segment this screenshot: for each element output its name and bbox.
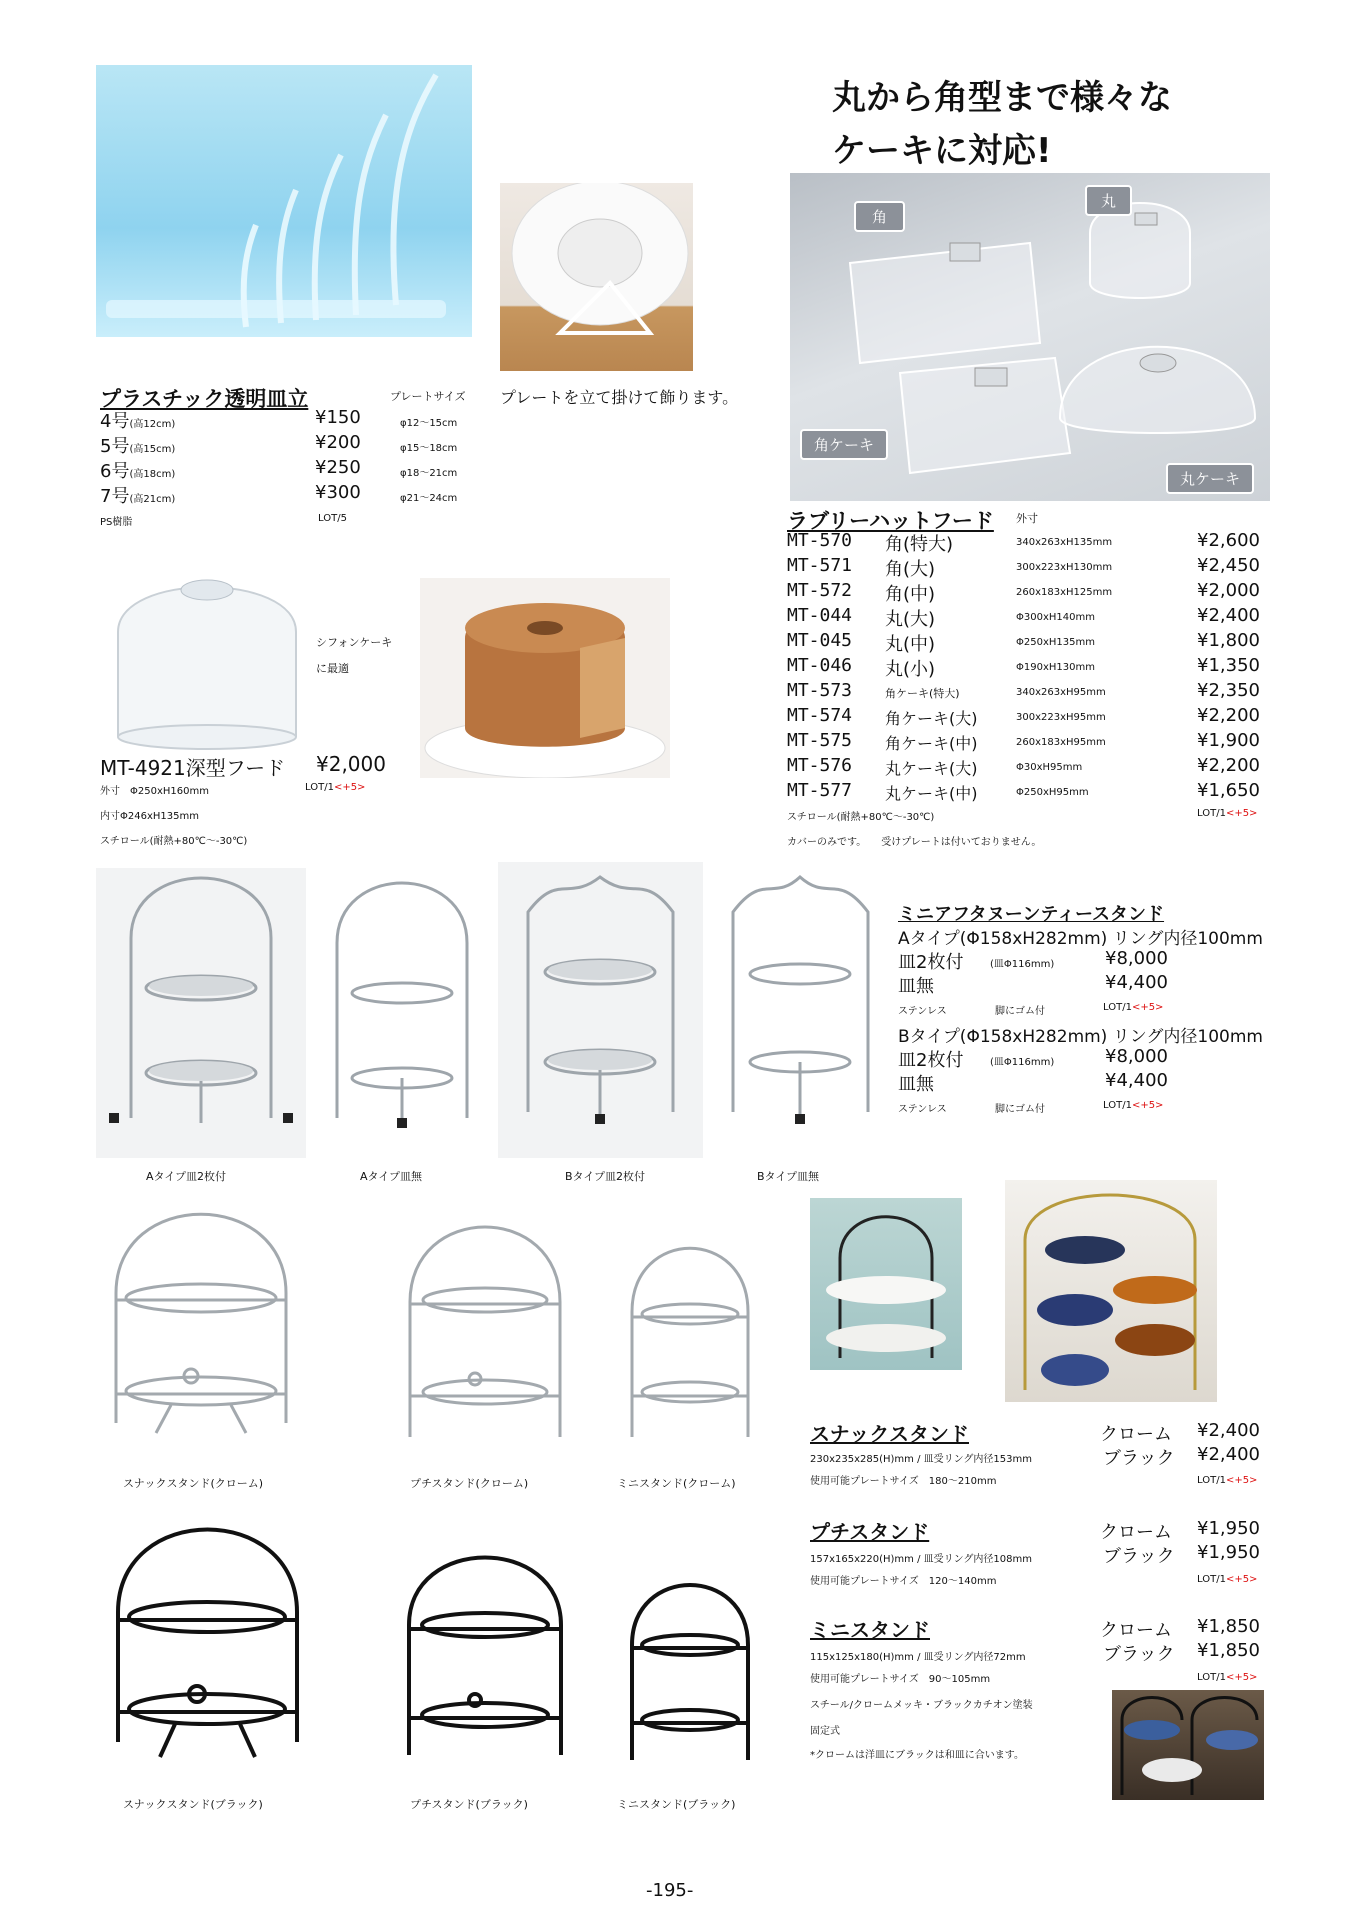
mini-stand-black: ブラック <box>1103 1644 1175 1665</box>
hat-name: 丸(小) <box>885 659 936 680</box>
plate-stand-row: 5号(高15cm) <box>100 436 176 457</box>
tea-b-no-plates: 皿無 <box>898 1074 934 1095</box>
tea-a-foot: 脚にゴム付 <box>995 1006 1045 1017</box>
snack-stand-lot: LOT/1<+5> <box>1197 1475 1258 1486</box>
hat-code: MT-572 <box>787 580 853 601</box>
tea-a-with-price: ¥8,000 <box>1105 948 1168 969</box>
deep-hood-outer: 外寸 Φ250xH160mm <box>100 786 209 797</box>
deep-hood-side-caption-2: に最適 <box>316 662 349 675</box>
plate-stand-size-header: プレートサイズ <box>390 390 466 403</box>
tea-b-with-price: ¥8,000 <box>1105 1046 1168 1067</box>
petit-stand-plate: 使用可能プレートサイズ 120～140mm <box>810 1576 997 1587</box>
hat-size: Φ250xH135mm <box>1016 637 1095 648</box>
tea-b-material: ステンレス <box>898 1104 947 1115</box>
plate-stand-price: ¥300 <box>315 482 361 503</box>
chrome-caption-2: プチスタンド(クローム) <box>410 1477 529 1490</box>
mini-stand-chrome-photo <box>620 1232 760 1452</box>
tea-a-no-plates: 皿無 <box>898 976 934 997</box>
snack-stand-chrome: クローム <box>1100 1424 1172 1445</box>
deep-hood-model: MT-4921深型フード <box>100 756 286 780</box>
hat-hood-photo <box>790 173 1270 501</box>
chrome-caption-1: スナックスタンド(クローム) <box>123 1477 264 1490</box>
hat-size: Φ300xH140mm <box>1016 612 1095 623</box>
chrome-caption-3: ミニスタンド(クローム) <box>617 1477 736 1490</box>
hat-hood-headline-2: ケーキに対応! <box>832 131 1052 171</box>
tea-caption-1: Aタイプ皿2枚付 <box>146 1170 226 1183</box>
hat-code: MT-573 <box>787 680 853 701</box>
black-stand-bowls-photo <box>1112 1690 1264 1800</box>
hat-code: MT-571 <box>787 555 853 576</box>
plate-stand-material: PS樹脂 <box>100 517 133 528</box>
tea-title: ミニアフタヌーンティースタンド <box>898 904 1165 925</box>
hat-name: 角ケーキ(特大) <box>885 687 960 700</box>
petit-stand-chrome-photo <box>395 1212 575 1452</box>
deep-hood-inner: 内寸Φ246xH135mm <box>100 811 199 822</box>
tea-b-with-plates: 皿2枚付 <box>898 1050 964 1071</box>
hat-hood-title: ラブリーハットフード <box>787 509 994 533</box>
tea-a-type: Aタイプ(Φ158xH282mm) リング内径100mm <box>898 929 1263 949</box>
hat-code: MT-570 <box>787 530 853 551</box>
petit-stand-black: ブラック <box>1103 1546 1175 1567</box>
deep-hood-price: ¥2,000 <box>316 752 386 776</box>
hat-name: 丸(大) <box>885 609 936 630</box>
tea-b-plate-size: (皿Φ116mm) <box>990 1057 1055 1068</box>
deep-hood-material: スチロール(耐熱+80℃～-30℃) <box>100 836 248 847</box>
hat-price: ¥1,350 <box>1197 655 1260 676</box>
mini-stand-black-price: ¥1,850 <box>1197 1640 1260 1661</box>
label-maru-cake: 丸ケーキ <box>1166 463 1254 494</box>
snack-stand-black-price: ¥2,400 <box>1197 1444 1260 1465</box>
hat-price: ¥2,200 <box>1197 755 1260 776</box>
hat-size: Φ190xH130mm <box>1016 662 1095 673</box>
hat-size: 260x183xH125mm <box>1016 587 1113 598</box>
snack-stand-plate: 使用可能プレートサイズ 180～210mm <box>810 1476 997 1487</box>
hat-price: ¥1,650 <box>1197 780 1260 801</box>
hat-size: 300x223xH95mm <box>1016 712 1106 723</box>
hat-name: 角ケーキ(大) <box>885 709 978 728</box>
mini-stand-chrome: クローム <box>1100 1620 1172 1641</box>
petit-stand-black-photo <box>395 1540 575 1772</box>
plate-stand-row: 4号(高12cm) <box>100 411 176 432</box>
hat-code: MT-576 <box>787 755 853 776</box>
tea-stand-b-plates-photo <box>498 862 703 1158</box>
mini-stand-title: ミニスタンド <box>810 1618 930 1642</box>
hat-code: MT-044 <box>787 605 853 626</box>
hat-code: MT-046 <box>787 655 853 676</box>
hat-name: 丸ケーキ(大) <box>885 759 978 778</box>
tea-b-lot: LOT/1<+5> <box>1103 1100 1164 1111</box>
petit-stand-black-price: ¥1,950 <box>1197 1542 1260 1563</box>
mini-stand-chrome-price: ¥1,850 <box>1197 1616 1260 1637</box>
hat-price: ¥2,000 <box>1197 580 1260 601</box>
mini-stand-black-photo <box>620 1570 760 1772</box>
hat-code: MT-045 <box>787 630 853 651</box>
hat-price: ¥2,400 <box>1197 605 1260 626</box>
stands-note-1: スチール/クロームメッキ・ブラックカチオン塗装 <box>810 1700 1033 1711</box>
plate-stand-size: φ15～18cm <box>400 443 458 454</box>
label-kaku: 角 <box>854 201 905 232</box>
hat-price: ¥1,900 <box>1197 730 1260 751</box>
hat-size: 340x263xH95mm <box>1016 687 1106 698</box>
snack-stand-chrome-price: ¥2,400 <box>1197 1420 1260 1441</box>
page-number: -195- <box>646 1880 694 1901</box>
hat-size: 260x183xH95mm <box>1016 737 1106 748</box>
plate-stand-lot: LOT/5 <box>318 513 347 524</box>
tea-a-lot: LOT/1<+5> <box>1103 1002 1164 1013</box>
hat-name: 丸(中) <box>885 634 936 655</box>
hat-price: ¥2,450 <box>1197 555 1260 576</box>
black-caption-1: スナックスタンド(ブラック) <box>123 1798 263 1811</box>
mini-stand-lot: LOT/1<+5> <box>1197 1672 1258 1683</box>
hat-price: ¥2,600 <box>1197 530 1260 551</box>
hat-code: MT-575 <box>787 730 853 751</box>
snack-stand-title: スナックスタンド <box>810 1422 969 1446</box>
tea-stand-a-bare-photo <box>312 868 492 1158</box>
hat-code: MT-577 <box>787 780 853 801</box>
hat-code: MT-574 <box>787 705 853 726</box>
hat-name: 角(特大) <box>885 534 954 555</box>
tea-stand-a-plates-photo <box>96 868 306 1158</box>
tea-caption-2: Aタイプ皿無 <box>360 1170 422 1183</box>
hat-size: 300x223xH130mm <box>1016 562 1113 573</box>
label-maru: 丸 <box>1085 185 1132 216</box>
tea-b-no-price: ¥4,400 <box>1105 1070 1168 1091</box>
petit-stand-title: プチスタンド <box>810 1520 930 1544</box>
plate-stand-row: 6号(高18cm) <box>100 461 176 482</box>
hat-size: 340x263xH135mm <box>1016 537 1113 548</box>
hat-hood-headline-1: 丸から角型まで様々な <box>832 78 1172 118</box>
plate-stand-title: プラスチック透明皿立 <box>100 387 309 411</box>
hat-hood-lot: LOT/1<+5> <box>1197 808 1258 819</box>
hat-name: 角(中) <box>885 584 936 605</box>
snack-stand-black: ブラック <box>1103 1448 1175 1469</box>
hat-price: ¥2,350 <box>1197 680 1260 701</box>
plate-stand-price: ¥250 <box>315 457 361 478</box>
hat-name: 丸ケーキ(中) <box>885 784 978 803</box>
tea-caption-4: Bタイプ皿無 <box>757 1170 819 1183</box>
chiffon-cake-photo <box>420 578 670 778</box>
stands-note-3: *クロームは洋皿にブラックは和皿に合います。 <box>810 1750 1024 1761</box>
petit-stand-lot: LOT/1<+5> <box>1197 1574 1258 1585</box>
black-caption-3: ミニスタンド(ブラック) <box>617 1798 736 1811</box>
tea-a-material: ステンレス <box>898 1006 947 1017</box>
plate-stand-size: φ12～15cm <box>400 418 458 429</box>
snack-stand-chrome-photo <box>96 1198 306 1448</box>
hat-name: 角ケーキ(中) <box>885 734 978 753</box>
snack-stand-black-photo <box>100 1512 315 1770</box>
snack-stand-spec: 230x235x285(H)mm / 皿受リング内径153mm <box>810 1454 1032 1465</box>
hat-name: 角(大) <box>885 559 936 580</box>
plate-stand-price: ¥200 <box>315 432 361 453</box>
hat-hood-material: スチロール(耐熱+80℃～-30℃) <box>787 812 935 823</box>
tea-a-with-plates: 皿2枚付 <box>898 952 964 973</box>
deep-hood-lot: LOT/1<+5> <box>305 782 366 793</box>
plate-stand-photo <box>96 65 472 337</box>
plate-stand-size: φ21～24cm <box>400 493 458 504</box>
plate-stand-caption: プレートを立て掛けて飾ります。 <box>500 388 739 407</box>
petit-stand-chrome-price: ¥1,950 <box>1197 1518 1260 1539</box>
mini-stand-spec: 115x125x180(H)mm / 皿受リング内径72mm <box>810 1652 1026 1663</box>
plate-on-stand-photo <box>500 183 693 371</box>
snack-stand-plates-photo <box>810 1198 962 1370</box>
petit-stand-spec: 157x165x220(H)mm / 皿受リング内径108mm <box>810 1554 1032 1565</box>
petit-stand-chrome: クローム <box>1100 1522 1172 1543</box>
hat-size: Φ250xH95mm <box>1016 787 1089 798</box>
petit-stand-bowls-photo <box>1005 1180 1217 1402</box>
stands-note-2: 固定式 <box>810 1726 840 1737</box>
hat-size: Φ30xH95mm <box>1016 762 1083 773</box>
tea-a-plate-size: (皿Φ116mm) <box>990 959 1055 970</box>
black-caption-2: プチスタンド(ブラック) <box>410 1798 528 1811</box>
plate-stand-row: 7号(高21cm) <box>100 486 176 507</box>
tea-stand-b-bare-photo <box>708 862 893 1158</box>
deep-hood-photo <box>108 562 306 754</box>
tea-caption-3: Bタイプ皿2枚付 <box>565 1170 645 1183</box>
deep-hood-side-caption-1: シフォンケーキ <box>316 636 393 649</box>
label-kaku-cake: 角ケーキ <box>800 429 888 460</box>
hat-hood-note: カバーのみです。 受けプレートは付いておりません。 <box>787 837 1042 848</box>
hat-hood-size-header: 外寸 <box>1016 512 1038 525</box>
hat-price: ¥2,200 <box>1197 705 1260 726</box>
mini-stand-plate: 使用可能プレートサイズ 90～105mm <box>810 1674 991 1685</box>
tea-b-type: Bタイプ(Φ158xH282mm) リング内径100mm <box>898 1027 1263 1047</box>
hat-price: ¥1,800 <box>1197 630 1260 651</box>
plate-stand-price: ¥150 <box>315 407 361 428</box>
tea-b-foot: 脚にゴム付 <box>995 1104 1045 1115</box>
plate-stand-size: φ18～21cm <box>400 468 458 479</box>
tea-a-no-price: ¥4,400 <box>1105 972 1168 993</box>
